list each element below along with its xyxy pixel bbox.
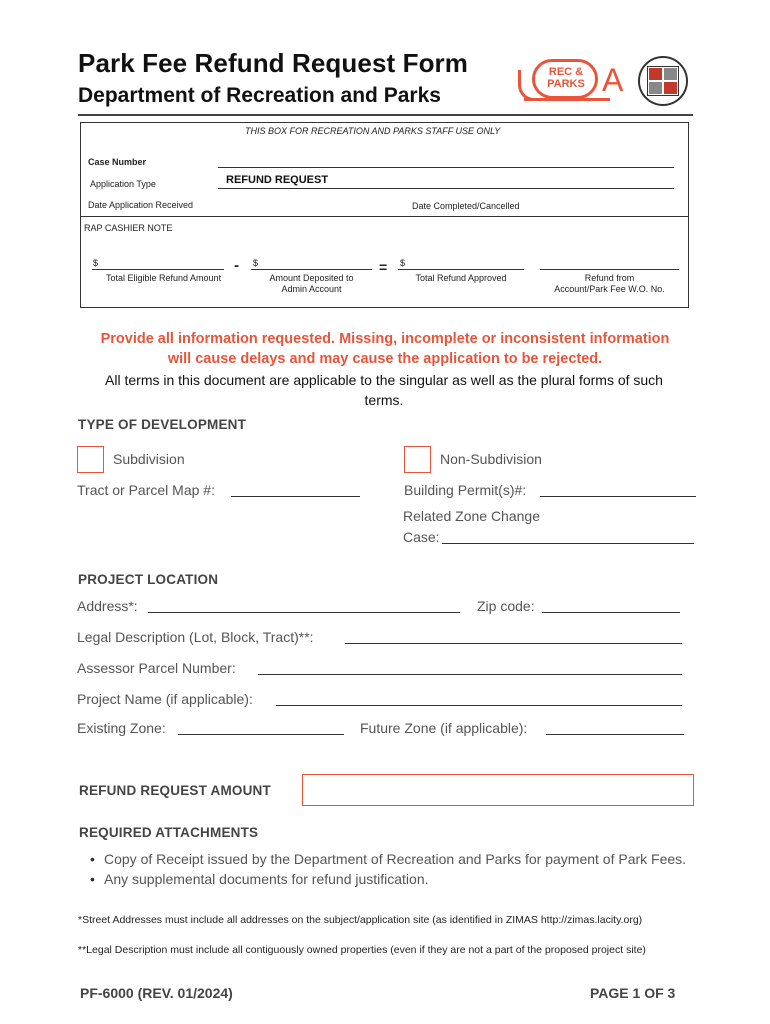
eligible-amount-label: Total Eligible Refund Amount	[106, 273, 222, 283]
seal-quadrant	[664, 68, 677, 80]
tract-label: Tract or Parcel Map #:	[77, 482, 215, 498]
deposited-label-line1: Amount Deposited to	[269, 273, 354, 283]
notice-line2: will cause delays and may cause the application to be rejected.	[167, 351, 603, 367]
refund-amount-value	[303, 775, 693, 789]
apn-input-line[interactable]	[258, 674, 682, 675]
logo-text	[538, 66, 594, 90]
attachments-heading: REQUIRED ATTACHMENTS	[79, 825, 259, 840]
legal-description-label: Legal Description (Lot, Block, Tract)**:	[77, 629, 314, 645]
subdivision-checkbox[interactable]	[77, 446, 104, 473]
minus-sign: -	[234, 257, 239, 274]
non-subdivision-label: Non-Subdivision	[440, 451, 542, 467]
deposited-amount-line[interactable]	[251, 269, 372, 270]
terms-statement: All terms in this document are applicable to the singular as well as the plural forms of such terms.	[105, 372, 663, 408]
form-id: PF-6000 (REV. 01/2024)	[80, 985, 233, 1001]
address-input-line[interactable]	[148, 612, 460, 613]
case-number-label: Case Number	[88, 157, 147, 167]
seal-quadrant	[649, 82, 662, 94]
notice-line1: Provide all information requested. Missing, incomplete or inconsistent information	[100, 331, 670, 347]
project-name-label: Project Name (if applicable):	[77, 691, 253, 707]
future-zone-input-line[interactable]	[546, 734, 684, 735]
refund-from-label	[540, 273, 679, 295]
building-permit-input-line[interactable]	[540, 496, 696, 497]
zip-input-line[interactable]	[542, 612, 680, 613]
warning-notice	[70, 329, 700, 369]
dollar-sign: $	[253, 258, 259, 268]
zone-change-label: Related Zone Change	[403, 508, 540, 524]
tract-input-line[interactable]	[231, 496, 360, 497]
deposited-label-line2: Admin Account	[281, 284, 342, 294]
legal-description-footnote: **Legal Description must include all contiguously owned properties (even if they are not a part of the proposed project site)	[78, 944, 646, 956]
header-divider	[78, 114, 693, 116]
legal-description-input-line[interactable]	[345, 643, 682, 644]
attachments-list	[88, 849, 688, 889]
refund-amount-input[interactable]	[302, 774, 694, 806]
page-number: PAGE 1 OF 3	[590, 985, 676, 1001]
list-item: • Copy of Receipt issued by the Department of Recreation and Parks for payment of Park Fees.	[88, 849, 688, 869]
street-address-footnote: *Street Addresses must include all addresses on the subject/application site (as identified in ZIMAS http://zimas.lacity.org)	[78, 914, 643, 926]
existing-zone-label: Existing Zone:	[77, 720, 166, 736]
non-subdivision-checkbox[interactable]	[404, 446, 431, 473]
refund-amount-label: REFUND REQUEST AMOUNT	[79, 783, 271, 798]
deposited-amount-label	[251, 273, 372, 295]
project-location-heading: PROJECT LOCATION	[78, 572, 219, 587]
project-name-input-line[interactable]	[276, 705, 682, 706]
eligible-amount-line[interactable]	[92, 269, 224, 270]
application-type-line[interactable]	[218, 188, 674, 189]
approved-amount-line[interactable]	[398, 269, 524, 270]
application-type-value: REFUND REQUEST	[226, 174, 329, 186]
date-completed-label: Date Completed/Cancelled	[412, 201, 520, 211]
refund-from-line2: Account/Park Fee W.O. No.	[554, 284, 665, 294]
date-received-label: Date Application Received	[88, 200, 194, 210]
staff-box-divider	[80, 216, 689, 217]
development-heading: TYPE OF DEVELOPMENT	[78, 417, 247, 432]
form-title: Park Fee Refund Request Form	[78, 48, 468, 78]
list-item: • Any supplemental documents for refund justification.	[88, 869, 688, 889]
zip-label: Zip code:	[477, 598, 535, 614]
building-permit-label: Building Permit(s)#:	[404, 482, 527, 498]
seal-quadrant	[649, 68, 662, 80]
refund-from-line[interactable]	[540, 269, 679, 270]
apn-label: Assessor Parcel Number:	[77, 660, 236, 676]
cashier-note-label: RAP CASHIER NOTE	[84, 223, 173, 233]
case-number-line[interactable]	[218, 167, 674, 168]
approved-amount-label: Total Refund Approved	[415, 273, 507, 283]
logo-underline	[524, 98, 610, 101]
existing-zone-input-line[interactable]	[178, 734, 344, 735]
staff-box-heading: THIS BOX FOR RECREATION AND PARKS STAFF USE ONLY	[245, 126, 501, 136]
logo-letter-a: A	[602, 62, 624, 98]
zone-change-input-line[interactable]	[442, 543, 694, 544]
subdivision-label: Subdivision	[113, 451, 185, 467]
logo-text-line2: PARKS	[547, 78, 585, 90]
address-label: Address*:	[77, 598, 138, 614]
department-name: Department of Recreation and Parks	[78, 84, 441, 107]
future-zone-label: Future Zone (if applicable):	[360, 720, 528, 736]
application-type-label: Application Type	[90, 179, 156, 189]
dollar-sign: $	[400, 258, 406, 268]
refund-from-line1: Refund from	[584, 273, 635, 283]
equals-sign: =	[379, 259, 388, 275]
zone-change-case-label: Case:	[403, 529, 440, 545]
seal-quadrant	[664, 82, 677, 94]
logo-text-line1: REC &	[548, 66, 584, 78]
dollar-sign: $	[93, 258, 99, 268]
